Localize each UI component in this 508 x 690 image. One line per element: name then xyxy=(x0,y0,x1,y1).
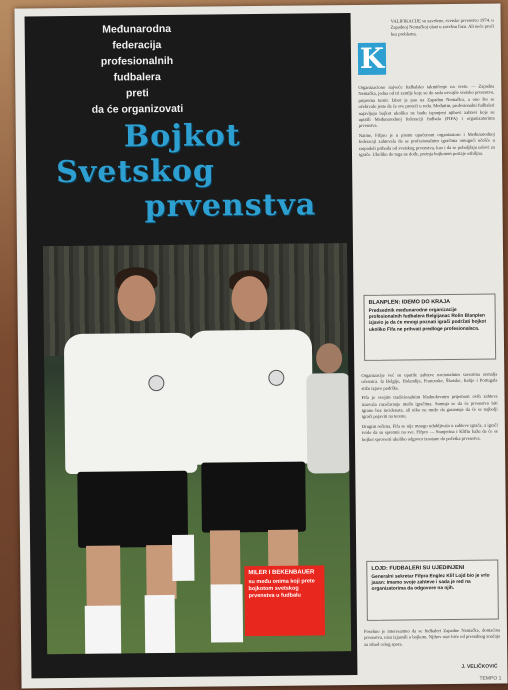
box-title: LOJD: FUDBALERI SU UJEDINJENI xyxy=(371,564,465,572)
author-signature: J. VELIČKOVIĆ xyxy=(461,663,498,670)
article-paragraph: Organizaciono najveće fudbalsko takmičenje na svetu — Zapadna Nemačka, jedna od tri zemlje koje su do sada osvojile svetsko prvenstvo, priprema turnir. Izbor je pao na Zapadnu Nemačku, a ono što se očekivalo jeste da će sve proteći u redu. Međutim, profesionalni fudbaleri najavljuju bojkot ukoliko ne budu ispunjeni njihovi zahtevi koje su uputili Međunarodnoj federaciji fudbala (FIFA) i organizatorima prvenstva. xyxy=(358,83,495,129)
kicker-line: Međunarodna xyxy=(102,22,172,36)
article-paragraph: Drugim rečima, Fifa se nije mnogo udubljivala u zahteve igrača, a igrači tvrde da su spremni na sve. Fifpro — Stanjerina i Kliftu kažu da će se bojkot sprovesti ukoliko odgovor izostane do početka prvenstva. xyxy=(361,422,498,442)
article-paragraph: Posebno je interesantno da se fudbaleri Zapadne Nemačke, domaćina prvenstva, nisu izjasnili o bojkotu. Njihov stav biće od presudnog značaja za ishod celog spora. xyxy=(363,627,501,647)
kicker-line: profesionalnih xyxy=(100,54,174,68)
kicker-line: preti xyxy=(125,87,149,100)
drop-cap: K xyxy=(359,41,385,75)
kicker-line: federacija xyxy=(112,39,162,52)
article-headline xyxy=(54,117,355,225)
article-paragraph: Fifa je svojim tradicionalnim hladnokrvnim prijemom ovih zahteva izazvala razočaranje među igračima. Sumnja se da će prvenstvo biti igrano bez incidenata, ali niko ne može da garantuje da će se najbolji igrači pojaviti na terenu. xyxy=(361,393,498,420)
headline-line: prvenstva xyxy=(144,187,317,225)
kicker-line: fudbalera xyxy=(113,71,161,84)
box-body: Generalni sekretar Fifpra Englez Klif Lojd bio je vrlo jasan: Imamo svoje zahteve i sada je red na organizatorima da odgovore na njih. xyxy=(371,573,490,593)
headline-line: Bojkot xyxy=(123,118,241,155)
magazine-page xyxy=(14,3,507,688)
article-paragraph: Organizacije već su uputile zahteve nacionalnim savezima zemalja učesnica. Iz Belgije, Holandije, Francuske, Škotske, Italije i Portugala stižu izjave podrške. xyxy=(361,371,498,391)
article-kicker xyxy=(57,20,218,118)
caption-body: su među onima koji prete bojkotom svetskog prvenstva u fudbalu xyxy=(248,578,315,600)
article-column xyxy=(361,372,498,446)
kicker-line: da će organizovati xyxy=(91,102,184,116)
article-column xyxy=(358,84,495,162)
box-body: Predsednik međunarodne organizacije profesionalnih fudbalera Belgijanac Rolin Blanplen izjavio je da će mnogi poznati igrači podržati bojkot ukoliko Fifa ne prihvati predloge profesionalaca. xyxy=(368,307,487,333)
box-title: BLANPLEN: IDEMO DO KRAJA xyxy=(368,299,451,306)
lojd-box xyxy=(366,560,499,621)
article-column xyxy=(364,628,500,652)
photo-caption xyxy=(244,565,325,636)
headline-line: Svetskog xyxy=(55,153,216,191)
page-folio: TEMPO 1 xyxy=(479,675,502,682)
blanplen-box xyxy=(363,294,496,361)
article-paragraph: Naime, Fifpro je u pismu upućenom organizatoru i Međunarodnoj federaciji zahtevala da se profesionalnim igračima omogući učešće u raspodeli prihoda od svetskog prvenstva, kao i da se poboljšaju uslovi za igrače. Ukoliko do toga ne dođe, pretnja bojkotom postaje ozbiljna. xyxy=(358,131,495,158)
caption-title: MILER I BEKENBAUER xyxy=(248,569,315,577)
intro-paragraph: VALIFIKACIJE su završene, svetsko prvenstvo 1974. u Zapadnoj Nemačkoj ulazi u završnu fazu. Ali neće proći bez problema. xyxy=(390,17,495,37)
